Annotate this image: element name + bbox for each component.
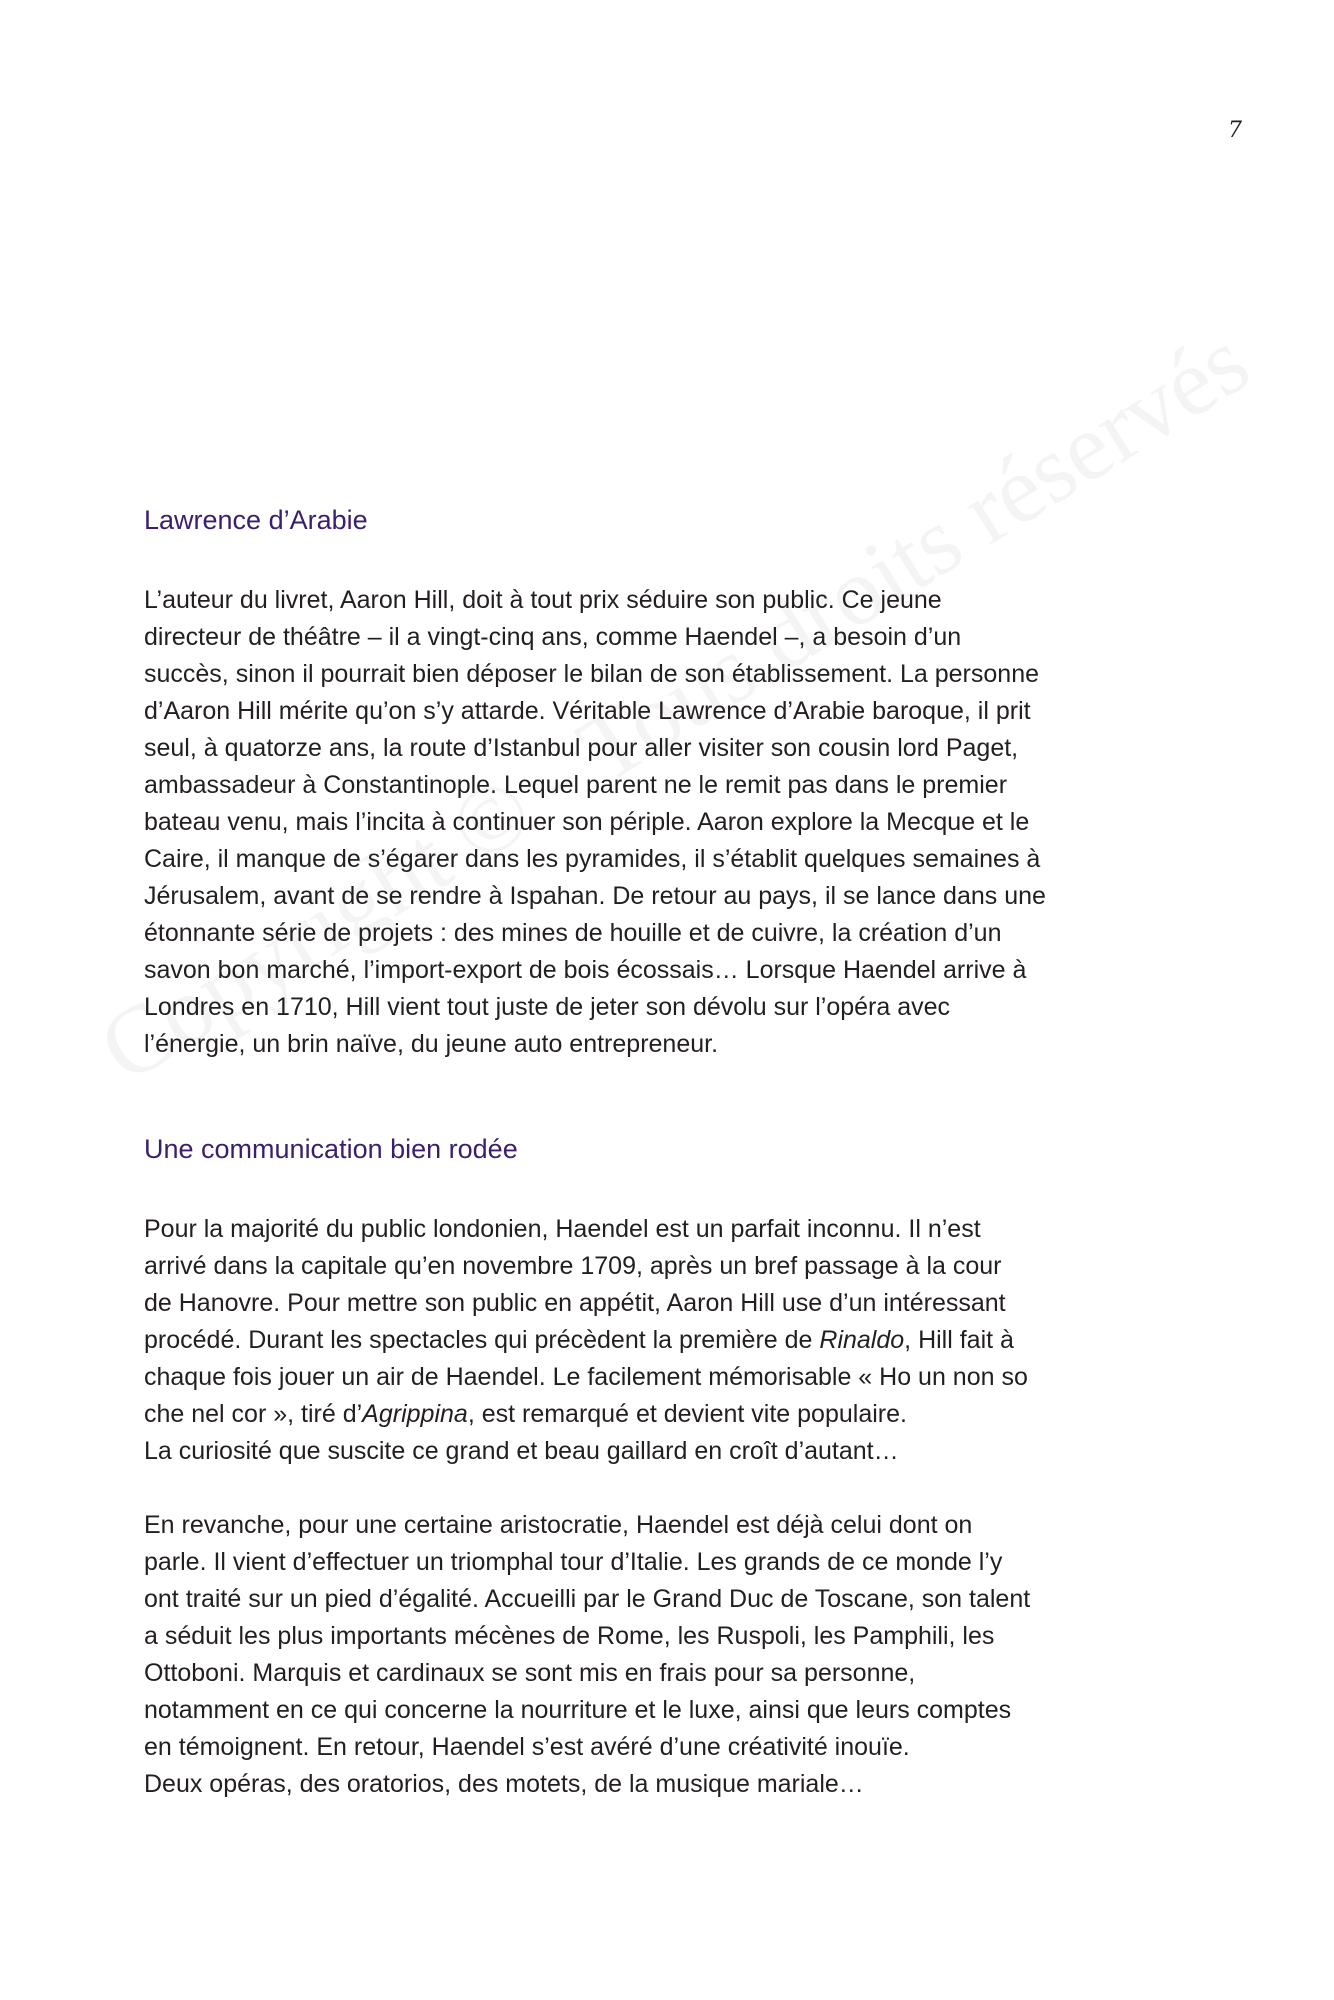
page-number: 7 — [1228, 118, 1242, 143]
page-content — [144, 496, 1204, 1803]
italic-title-agrippina: Agrippina — [362, 1400, 468, 1428]
section-heading-lawrence: Lawrence d’Arabie — [144, 505, 368, 535]
paragraph-communication-2: En revanche, pour une certaine aristocratie, Haendel est déjà celui dont on parle. Il vient d’effectuer un triomphal tour d’Italie. Les grands de ce monde l’y ont traité sur un pied d’égalité. Accueilli par le Grand Duc de Toscane, son talent a séduit les plus importants mécènes de Rome, les Ruspoli, les Pamphili, les Ottoboni. Marquis et cardinaux se sont mis en frais pour sa personne, notamment en ce qui concerne la nourriture et le luxe, ainsi que leurs comptes en témoignent. En retour, Haendel s’est avéré d’une créativité inouïe. Deux opéras, des oratorios, des motets, de la musique mariale… — [144, 1511, 1031, 1798]
italic-title-rinaldo: Rinaldo — [819, 1326, 905, 1354]
paragraph-text: , est remarqué et devient vite populaire. La curiosité que suscite ce grand et beau gaillard en croît d’autant… — [144, 1400, 907, 1465]
section-heading-communication: Une communication bien rodée — [144, 1134, 518, 1164]
paragraph-text: , Hill fait à chaque fois jouer un air de Haendel. Le facilement mémorisable « Ho un non so che nel cor », tiré d’ — [144, 1326, 1028, 1428]
paragraph-communication-1 — [144, 1211, 1204, 1470]
paragraph-lawrence: L’auteur du livret, Aaron Hill, doit à tout prix séduire son public. Ce jeune directeur de théâtre – il a vingt-cinq ans, comme Haendel –, a besoin d’un succès, sinon il pourrait bien déposer le bilan de son établissement. La personne d’Aaron Hill mérite qu’on s’y attarde. Véritable Lawrence d’Arabie baroque, il prit seul, à quatorze ans, la route d’Istanbul pour aller visiter son cousin lord Paget, ambassadeur à Constantinople. Lequel parent ne le remit pas dans le premier bateau venu, mais l’incita à continuer son périple. Aaron explore la Mecque et le Caire, il manque de s’égarer dans les pyramides, il s’établit quelques semaines à Jérusalem, avant de se rendre à Ispahan. De retour au pays, il se lance dans une étonnante série de projets : des mines de houille et de cuivre, la création d’un savon bon marché, l’import-export de bois écossais… Lorsque Haendel arrive à Londres en 1710, Hill vient tout juste de jeter son dévolu sur l’opéra avec l’énergie, un brin naïve, du jeune auto entrepreneur. — [144, 586, 1046, 1058]
paragraph-text: Pour la majorité du public londonien, Haendel est un parfait inconnu. Il n’est arrivé dans la capitale qu’en novembre 1709, après un bref passage à la cour de Hanovre. Pour mettre son public en appétit, Aaron Hill use d’un intéressant procédé. Durant les spectacles qui précèdent la première de — [144, 1215, 1006, 1354]
